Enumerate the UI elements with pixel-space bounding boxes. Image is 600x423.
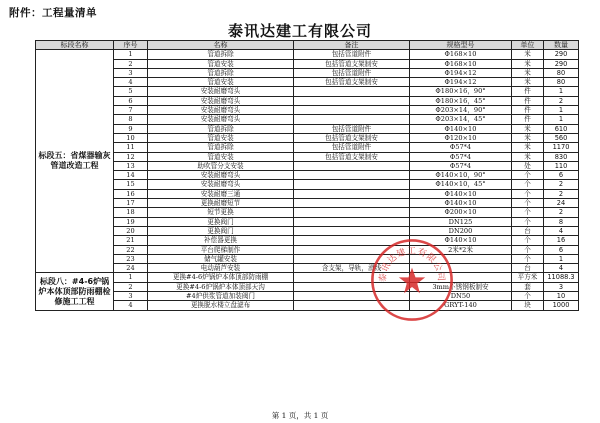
quantity-cell: 1 [544,115,579,124]
quantity-cell: 560 [544,133,579,142]
item-name-cell: 管道安装 [148,152,294,161]
remark-cell: 包括管道支架制安 [294,152,410,161]
table-header-row [36,41,579,50]
item-name-cell: 更换#4-6炉锅炉本体顶部防雨棚 [148,273,294,282]
header-remark: 备注 [294,41,410,50]
quantity-cell: 3 [544,282,579,291]
item-name-cell: 补偿器更换 [148,236,294,245]
unit-cell: 件 [512,115,544,124]
unit-cell: 个 [512,254,544,263]
unit-cell: 件 [512,106,544,115]
quantity-cell: 8 [544,217,579,226]
unit-cell: 个 [512,236,544,245]
quantity-cell: 290 [544,50,579,59]
remark-cell [294,199,410,208]
table-row [36,273,579,282]
unit-cell: 个 [512,180,544,189]
table-row [36,217,579,226]
unit-cell: 米 [512,59,544,68]
index-cell: 10 [114,133,148,142]
item-name-cell: #4炉供浆管道加装阀门 [148,292,294,301]
index-cell: 2 [114,59,148,68]
unit-cell: 米 [512,124,544,133]
remark-cell [294,171,410,180]
remark-cell: 包括管道附件 [294,50,410,59]
unit-cell: 平方米 [512,273,544,282]
index-cell: 22 [114,245,148,254]
index-cell: 6 [114,96,148,105]
quantity-cell: 830 [544,152,579,161]
table-row [36,68,579,77]
quantity-cell: 2 [544,180,579,189]
table-row [36,87,579,96]
table-row [36,161,579,170]
remark-cell [294,208,410,217]
table-row [36,78,579,87]
spec-cell: Φ57*4 [410,143,512,152]
quantity-cell: 1170 [544,143,579,152]
item-name-cell: 管道拆除 [148,143,294,152]
item-name-cell: 管道拆除 [148,68,294,77]
unit-cell: 个 [512,189,544,198]
spec-cell: Φ200×10 [410,208,512,217]
index-cell: 4 [114,78,148,87]
item-name-cell: 电动葫芦安装 [148,264,294,273]
company-title: 泰讯达建工有限公司 [227,22,372,40]
spec-cell: Φ194×12 [410,78,512,87]
item-name-cell: 安装耐磨弯头 [148,180,294,189]
item-name-cell: 安装耐磨三通 [148,189,294,198]
index-cell: 24 [114,264,148,273]
remark-cell: 含支架，导轨，滑线 [294,264,410,273]
quantity-cell: 10 [544,292,579,301]
table-row [36,124,579,133]
table-row [36,189,579,198]
index-cell: 11 [114,143,148,152]
header-section-name: 标段名称 [36,41,114,50]
unit-cell: 个 [512,171,544,180]
unit-cell: 个 [512,199,544,208]
bill-of-quantities-table [35,40,579,311]
table-row [36,115,579,124]
index-cell: 8 [114,115,148,124]
item-name-cell: 安装耐磨弯头 [148,171,294,180]
index-cell: 9 [114,124,148,133]
table-row [36,96,579,105]
index-cell: 1 [114,50,148,59]
quantity-cell: 290 [544,59,579,68]
index-cell: 19 [114,217,148,226]
unit-cell: 个 [512,208,544,217]
unit-cell: 米 [512,50,544,59]
quantity-cell: 2 [544,96,579,105]
spec-cell: Φ140×10，90° [410,171,512,180]
unit-cell: 套 [512,282,544,291]
table-row [36,292,579,301]
quantity-cell: 4 [544,264,579,273]
spec-cell: Φ140×10 [410,199,512,208]
index-cell: 14 [114,171,148,180]
spec-cell: DN125 [410,217,512,226]
spec-cell: DN50 [410,292,512,301]
index-cell: 16 [114,189,148,198]
item-name-cell: 储气罐安装 [148,254,294,263]
quantity-cell: 6 [544,245,579,254]
seal-text: 泰讯达建工有限公司 [378,246,446,283]
unit-cell: 米 [512,152,544,161]
quantity-cell: 11088.3 [544,273,579,282]
table-row [36,236,579,245]
unit-cell: 件 [512,87,544,96]
unit-cell: 米 [512,78,544,87]
index-cell: 20 [114,226,148,235]
quantity-cell: 1 [544,106,579,115]
spec-cell: Φ140×10 [410,124,512,133]
spec-cell: Φ180×16，45° [410,96,512,105]
quantity-cell: 16 [544,236,579,245]
table-row [36,301,579,310]
table-row [36,180,579,189]
remark-cell: 包括管道支架制安 [294,78,410,87]
quantity-cell: 1 [544,254,579,263]
spec-cell: Φ168×10 [410,59,512,68]
spec-cell: Φ203×14，45° [410,115,512,124]
index-cell: 2 [114,282,148,291]
annex-title: 附件：工程量清单 [9,7,97,19]
item-name-cell: 更换脱水楼立盘滤布 [148,301,294,310]
unit-cell: 米 [512,68,544,77]
spec-cell: 2米*2米 [410,245,512,254]
spec-cell: Φ194×12 [410,68,512,77]
index-cell: 3 [114,68,148,77]
page-footer: 第 1 页，共 1 页 [271,411,329,420]
item-name-cell: 短节更换 [148,208,294,217]
table-row [36,133,579,142]
spec-cell: GRYT-140 [410,301,512,310]
quantity-cell: 1 [544,87,579,96]
header-spec: 规格型号 [410,41,512,50]
spec-cell: Φ57*4 [410,152,512,161]
section-name-cell: 标段八：#4-6炉锅炉本体顶部防雨棚检修施工工程 [36,273,114,310]
unit-cell: 台 [512,226,544,235]
item-name-cell: 安装耐磨弯头 [148,87,294,96]
remark-cell [294,217,410,226]
header-quantity: 数量 [544,41,579,50]
table-row [36,50,579,59]
header-index: 序号 [114,41,148,50]
item-name-cell: 更换#4-6炉锅炉本体顶部天沟 [148,282,294,291]
section-name-cell: 标段五：省煤器输灰管道改造工程 [36,50,114,273]
item-name-cell: 管道拆除 [148,50,294,59]
index-cell: 7 [114,106,148,115]
remark-cell [294,106,410,115]
quantity-cell: 80 [544,68,579,77]
index-cell: 3 [114,292,148,301]
unit-cell: 个 [512,245,544,254]
spec-cell: Φ140×10 [410,189,512,198]
header-item-name: 名称 [148,41,294,50]
table-row [36,208,579,217]
spec-cell: 3mm不锈钢板制安 [410,282,512,291]
index-cell: 1 [114,273,148,282]
spec-cell: Φ203×14，90° [410,106,512,115]
table-row [36,171,579,180]
quantity-cell: 110 [544,161,579,170]
remark-cell [294,96,410,105]
remark-cell [294,226,410,235]
spec-cell: Φ120×10 [410,133,512,142]
unit-cell: 台 [512,264,544,273]
quantity-cell: 4 [544,226,579,235]
unit-cell: 处 [512,161,544,170]
table-row [36,245,579,254]
spec-cell: DN200 [410,226,512,235]
table-row [36,254,579,263]
table-row [36,143,579,152]
remark-cell: 包括管道附件 [294,124,410,133]
index-cell: 12 [114,152,148,161]
index-cell: 23 [114,254,148,263]
item-name-cell: 安装耐磨弯头 [148,115,294,124]
table-row [36,106,579,115]
item-name-cell: 管道拆除 [148,124,294,133]
header-unit: 单位 [512,41,544,50]
item-name-cell: 更换阀门 [148,217,294,226]
quantity-cell: 24 [544,199,579,208]
remark-cell: 包括管道支架制安 [294,133,410,142]
unit-cell: 块 [512,301,544,310]
index-cell: 15 [114,180,148,189]
index-cell: 18 [114,208,148,217]
spec-cell: Φ180×16，90° [410,87,512,96]
table-row [36,264,579,273]
item-name-cell: 管道安装 [148,59,294,68]
item-name-cell: 更换耐磨短节 [148,199,294,208]
unit-cell: 个 [512,292,544,301]
quantity-cell: 2 [544,208,579,217]
remark-cell [294,189,410,198]
remark-cell: 包括管道支架制安 [294,59,410,68]
unit-cell: 米 [512,133,544,142]
unit-cell: 件 [512,96,544,105]
unit-cell: 个 [512,217,544,226]
table-row [36,226,579,235]
item-name-cell: 安装耐磨弯头 [148,106,294,115]
quantity-cell: 6 [544,171,579,180]
remark-cell [294,87,410,96]
remark-cell [294,180,410,189]
remark-cell [294,115,410,124]
item-name-cell: 安装耐磨弯头 [148,96,294,105]
quantity-cell: 80 [544,78,579,87]
item-name-cell: 管道安装 [148,78,294,87]
item-name-cell: 平台爬梯制作 [148,245,294,254]
table-body [36,50,579,310]
index-cell: 17 [114,199,148,208]
spec-cell: Φ140×10 [410,236,512,245]
company-seal-stamp [368,236,456,324]
quantity-cell: 1000 [544,301,579,310]
spec-cell: Φ168×10 [410,50,512,59]
index-cell: 13 [114,161,148,170]
index-cell: 4 [114,301,148,310]
quantity-cell: 2 [544,189,579,198]
table-row [36,152,579,161]
item-name-cell: 更换阀门 [148,226,294,235]
unit-cell: 米 [512,143,544,152]
item-name-cell: 助吹管分支安装 [148,161,294,170]
index-cell: 5 [114,87,148,96]
remark-cell [294,161,410,170]
item-name-cell: 管道安装 [148,133,294,142]
spec-cell: Φ140×10，45° [410,180,512,189]
table-row [36,282,579,291]
remark-cell: 包括管道附件 [294,143,410,152]
index-cell: 21 [114,236,148,245]
quantity-cell: 610 [544,124,579,133]
spec-cell: Φ57*4 [410,161,512,170]
table-row [36,59,579,68]
table-row [36,199,579,208]
remark-cell: 包括管道附件 [294,68,410,77]
